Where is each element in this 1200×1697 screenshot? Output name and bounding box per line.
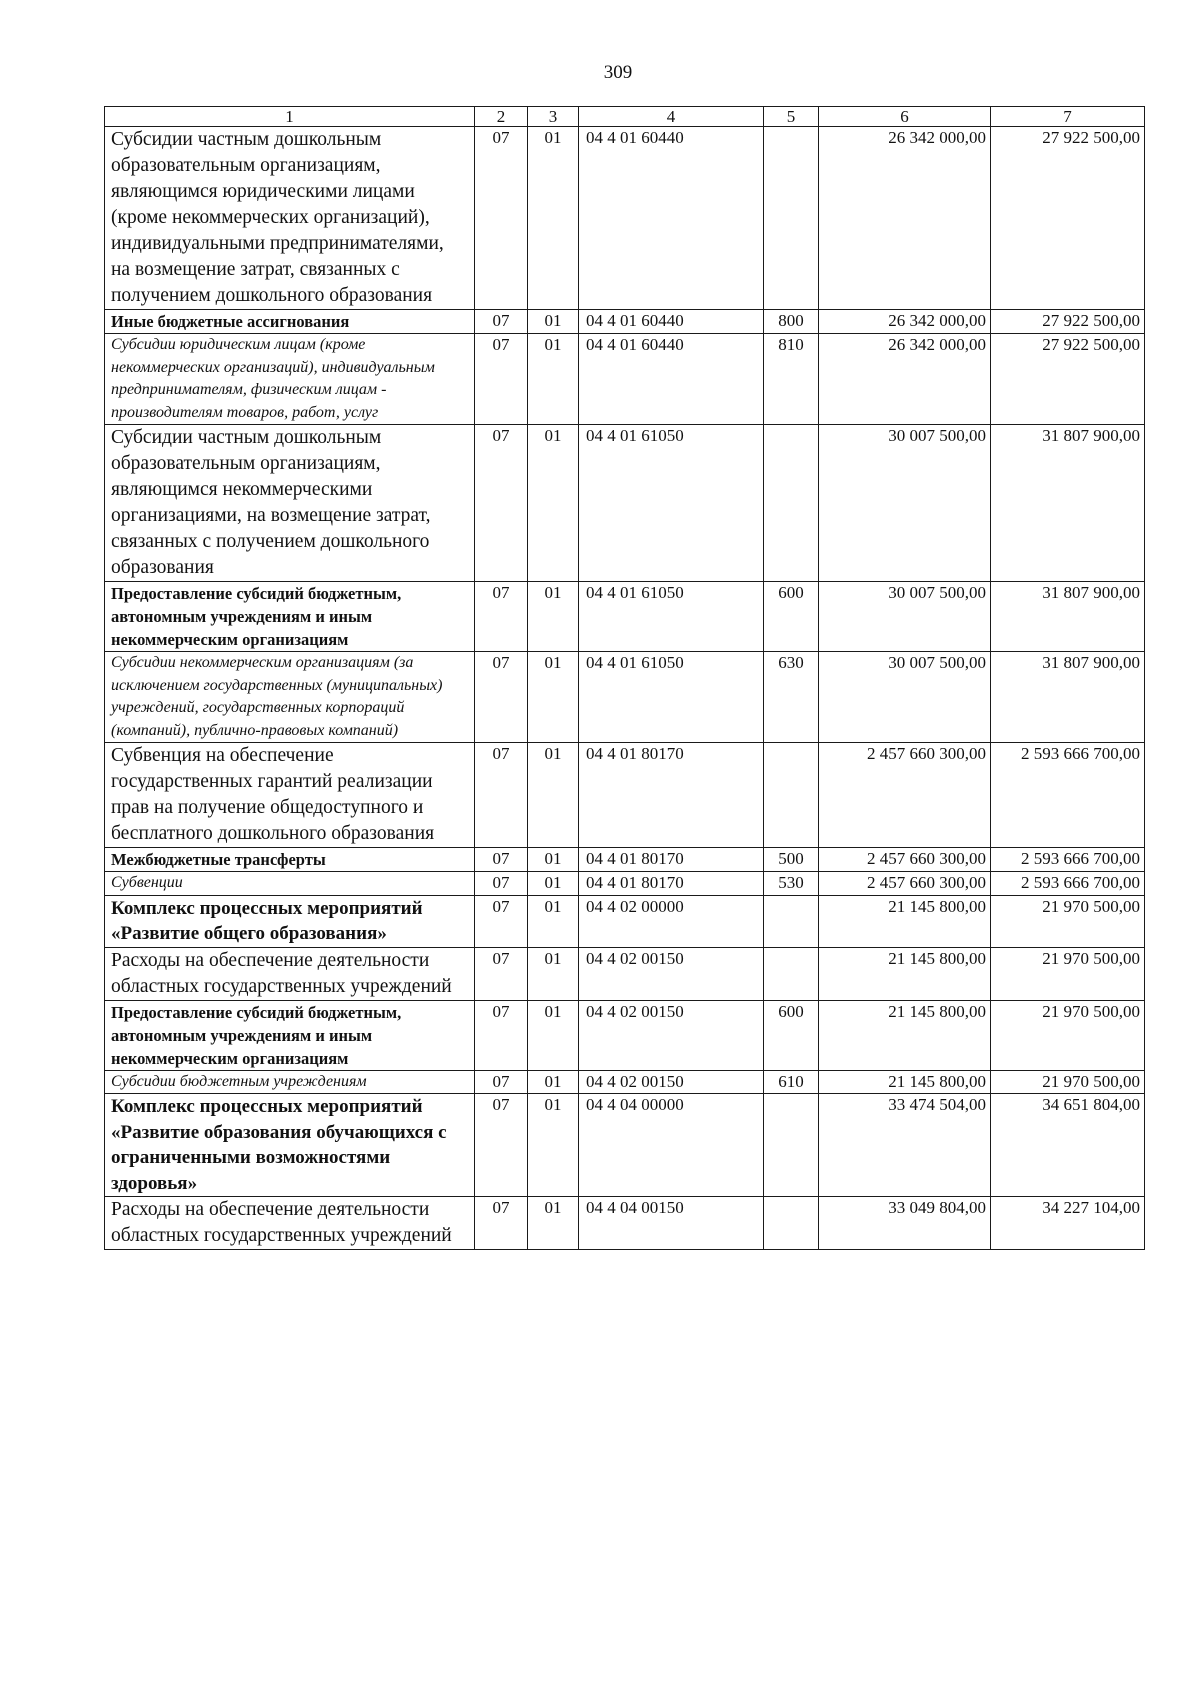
amount-year1-cell: 2 457 660 300,00 <box>819 872 991 896</box>
target-article-cell: 04 4 01 80170 <box>579 872 764 896</box>
target-article-cell: 04 4 02 00150 <box>579 947 764 1000</box>
amount-year2-cell: 34 651 804,00 <box>991 1094 1145 1197</box>
amount-year1-cell: 26 342 000,00 <box>819 334 991 425</box>
expense-type-cell <box>764 743 819 848</box>
amount-year1-cell: 21 145 800,00 <box>819 947 991 1000</box>
amount-year2-cell: 2 593 666 700,00 <box>991 872 1145 896</box>
amount-year1-cell: 30 007 500,00 <box>819 425 991 582</box>
table-row <box>105 425 1145 582</box>
expense-type-cell: 500 <box>764 848 819 872</box>
subsection-code-cell: 01 <box>528 127 579 310</box>
table-header-row <box>105 107 1145 127</box>
row-name-cell: Субсидии некоммерческим организациям (за исключением государственных (муниципальных) учреждений, государственных корпораций (компаний), публично-правовых компаний) <box>105 652 475 743</box>
table-row <box>105 127 1145 310</box>
target-article-cell: 04 4 01 80170 <box>579 743 764 848</box>
table-row <box>105 1094 1145 1197</box>
header-cell: 6 <box>819 107 991 127</box>
table-row <box>105 947 1145 1000</box>
section-code-cell: 07 <box>475 582 528 652</box>
section-code-cell: 07 <box>475 1070 528 1094</box>
target-article-cell: 04 4 01 61050 <box>579 652 764 743</box>
expense-type-cell <box>764 425 819 582</box>
row-name-cell: Субсидии частным дошкольным образовательным организациям, являющимся юридическими лицами (кроме некоммерческих организаций), индивидуальными предпринимателями, на возмещение затрат, связанных с получением дошкольного образования <box>105 127 475 310</box>
table-row <box>105 895 1145 947</box>
amount-year2-cell: 21 970 500,00 <box>991 1070 1145 1094</box>
table-row <box>105 334 1145 425</box>
amount-year1-cell: 21 145 800,00 <box>819 1000 991 1070</box>
expense-type-cell: 630 <box>764 652 819 743</box>
amount-year2-cell: 31 807 900,00 <box>991 652 1145 743</box>
section-code-cell: 07 <box>475 895 528 947</box>
target-article-cell: 04 4 02 00000 <box>579 895 764 947</box>
subsection-code-cell: 01 <box>528 1094 579 1197</box>
target-article-cell: 04 4 02 00150 <box>579 1070 764 1094</box>
expense-type-cell <box>764 1094 819 1197</box>
amount-year1-cell: 2 457 660 300,00 <box>819 848 991 872</box>
section-code-cell: 07 <box>475 652 528 743</box>
target-article-cell: 04 4 01 60440 <box>579 334 764 425</box>
target-article-cell: 04 4 04 00150 <box>579 1197 764 1250</box>
section-code-cell: 07 <box>475 872 528 896</box>
table-row <box>105 872 1145 896</box>
header-cell: 2 <box>475 107 528 127</box>
amount-year1-cell: 2 457 660 300,00 <box>819 743 991 848</box>
amount-year2-cell: 2 593 666 700,00 <box>991 848 1145 872</box>
row-name-cell: Расходы на обеспечение деятельности областных государственных учреждений <box>105 1197 475 1250</box>
subsection-code-cell: 01 <box>528 582 579 652</box>
expense-type-cell <box>764 947 819 1000</box>
amount-year1-cell: 26 342 000,00 <box>819 127 991 310</box>
target-article-cell: 04 4 04 00000 <box>579 1094 764 1197</box>
section-code-cell: 07 <box>475 425 528 582</box>
expense-type-cell <box>764 127 819 310</box>
subsection-code-cell: 01 <box>528 872 579 896</box>
header-cell: 3 <box>528 107 579 127</box>
subsection-code-cell: 01 <box>528 1000 579 1070</box>
section-code-cell: 07 <box>475 1094 528 1197</box>
amount-year2-cell: 21 970 500,00 <box>991 1000 1145 1070</box>
row-name-cell: Расходы на обеспечение деятельности областных государственных учреждений <box>105 947 475 1000</box>
row-name-cell: Субвенции <box>105 872 475 896</box>
section-code-cell: 07 <box>475 743 528 848</box>
table-row <box>105 1070 1145 1094</box>
table-row <box>105 743 1145 848</box>
section-code-cell: 07 <box>475 127 528 310</box>
section-code-cell: 07 <box>475 1000 528 1070</box>
expense-type-cell <box>764 895 819 947</box>
section-code-cell: 07 <box>475 310 528 334</box>
expense-type-cell: 530 <box>764 872 819 896</box>
expense-type-cell: 610 <box>764 1070 819 1094</box>
subsection-code-cell: 01 <box>528 947 579 1000</box>
amount-year1-cell: 30 007 500,00 <box>819 652 991 743</box>
amount-year2-cell: 21 970 500,00 <box>991 947 1145 1000</box>
subsection-code-cell: 01 <box>528 425 579 582</box>
expense-type-cell <box>764 1197 819 1250</box>
target-article-cell: 04 4 02 00150 <box>579 1000 764 1070</box>
table-row <box>105 582 1145 652</box>
row-name-cell: Субвенция на обеспечение государственных гарантий реализации прав на получение общедоступного и бесплатного дошкольного образования <box>105 743 475 848</box>
header-cell: 7 <box>991 107 1145 127</box>
amount-year2-cell: 31 807 900,00 <box>991 582 1145 652</box>
subsection-code-cell: 01 <box>528 652 579 743</box>
row-name-cell: Предоставление субсидий бюджетным, автономным учреждениям и иным некоммерческим организациям <box>105 1000 475 1070</box>
table-row <box>105 1000 1145 1070</box>
table-row <box>105 848 1145 872</box>
table-row <box>105 1197 1145 1250</box>
subsection-code-cell: 01 <box>528 1070 579 1094</box>
target-article-cell: 04 4 01 61050 <box>579 582 764 652</box>
section-code-cell: 07 <box>475 1197 528 1250</box>
subsection-code-cell: 01 <box>528 1197 579 1250</box>
subsection-code-cell: 01 <box>528 310 579 334</box>
target-article-cell: 04 4 01 61050 <box>579 425 764 582</box>
expense-type-cell: 600 <box>764 1000 819 1070</box>
amount-year1-cell: 33 049 804,00 <box>819 1197 991 1250</box>
section-code-cell: 07 <box>475 334 528 425</box>
table-row <box>105 310 1145 334</box>
amount-year2-cell: 21 970 500,00 <box>991 895 1145 947</box>
expense-type-cell: 800 <box>764 310 819 334</box>
budget-table <box>104 106 1145 1250</box>
subsection-code-cell: 01 <box>528 848 579 872</box>
amount-year2-cell: 27 922 500,00 <box>991 127 1145 310</box>
table-row <box>105 652 1145 743</box>
expense-type-cell: 600 <box>764 582 819 652</box>
amount-year1-cell: 30 007 500,00 <box>819 582 991 652</box>
amount-year1-cell: 26 342 000,00 <box>819 310 991 334</box>
expense-type-cell: 810 <box>764 334 819 425</box>
row-name-cell: Межбюджетные трансферты <box>105 848 475 872</box>
amount-year1-cell: 21 145 800,00 <box>819 1070 991 1094</box>
amount-year2-cell: 31 807 900,00 <box>991 425 1145 582</box>
row-name-cell: Предоставление субсидий бюджетным, автономным учреждениям и иным некоммерческим организациям <box>105 582 475 652</box>
subsection-code-cell: 01 <box>528 743 579 848</box>
header-cell: 4 <box>579 107 764 127</box>
amount-year1-cell: 33 474 504,00 <box>819 1094 991 1197</box>
amount-year1-cell: 21 145 800,00 <box>819 895 991 947</box>
subsection-code-cell: 01 <box>528 334 579 425</box>
amount-year2-cell: 27 922 500,00 <box>991 334 1145 425</box>
row-name-cell: Субсидии юридическим лицам (кроме некоммерческих организаций), индивидуальным предпринимателям, физическим лицам - производителям товаров, работ, услуг <box>105 334 475 425</box>
target-article-cell: 04 4 01 80170 <box>579 848 764 872</box>
subsection-code-cell: 01 <box>528 895 579 947</box>
header-cell: 1 <box>105 107 475 127</box>
target-article-cell: 04 4 01 60440 <box>579 127 764 310</box>
amount-year2-cell: 2 593 666 700,00 <box>991 743 1145 848</box>
page-number: 309 <box>603 62 633 83</box>
amount-year2-cell: 27 922 500,00 <box>991 310 1145 334</box>
row-name-cell: Комплекс процессных мероприятий «Развитие образования обучающихся с ограниченными возможностями здоровья» <box>105 1094 475 1197</box>
section-code-cell: 07 <box>475 947 528 1000</box>
header-cell: 5 <box>764 107 819 127</box>
amount-year2-cell: 34 227 104,00 <box>991 1197 1145 1250</box>
row-name-cell: Комплекс процессных мероприятий «Развитие общего образования» <box>105 895 475 947</box>
row-name-cell: Субсидии бюджетным учреждениям <box>105 1070 475 1094</box>
row-name-cell: Субсидии частным дошкольным образовательным организациям, являющимся некоммерческими организациями, на возмещение затрат, связанных с получением дошкольного образования <box>105 425 475 582</box>
row-name-cell: Иные бюджетные ассигнования <box>105 310 475 334</box>
section-code-cell: 07 <box>475 848 528 872</box>
target-article-cell: 04 4 01 60440 <box>579 310 764 334</box>
